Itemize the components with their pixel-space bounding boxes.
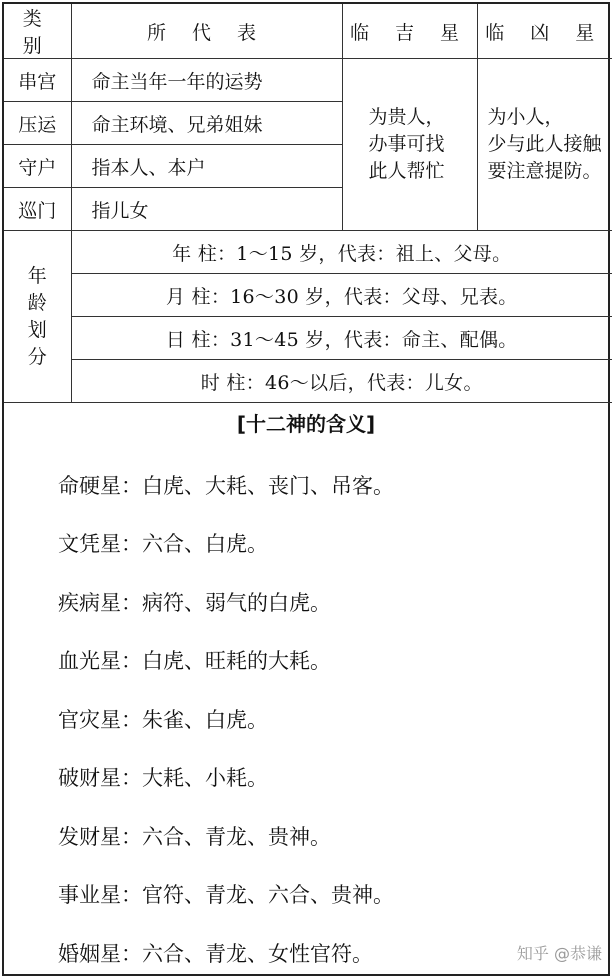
header-category: 类 别 (4, 4, 71, 59)
position-meaning: 指本人、本户 (71, 145, 342, 188)
watermark: 知乎 @恭谦 (516, 944, 602, 963)
header-represents: 所 代 表 (71, 4, 342, 59)
inauspicious-line: 为小人， (487, 106, 564, 128)
age-row-hour: 时 柱：46～以后，代表：儿女。 (71, 360, 612, 403)
star-line: 文凭星：六合、白虎。 (58, 532, 268, 556)
age-row-month: 月 柱：16～30 岁，代表：父母、兄表。 (71, 274, 612, 317)
age-row (4, 231, 612, 274)
section-title: [十二神的含义] (236, 412, 376, 436)
star-line: 血光星：白虎、旺耗的大耗。 (58, 649, 331, 673)
auspicious-line: 为贵人， (368, 106, 445, 128)
age-label-char: 分 (27, 345, 47, 368)
position-meaning: 指儿女 (71, 188, 342, 231)
inauspicious-line: 要注意提防。 (487, 160, 602, 182)
age-label-char: 龄 (27, 291, 47, 314)
age-row (4, 360, 612, 403)
position-meaning: 命主环境、兄弟姐妹 (71, 102, 342, 145)
star-line: 官灾星：朱雀、白虎。 (58, 708, 268, 732)
age-row-day: 日 柱：31～45 岁，代表：命主、配偶。 (71, 317, 612, 360)
age-label-char: 划 (27, 318, 47, 341)
age-row-year: 年 柱：1～15 岁，代表：祖上、父母。 (71, 231, 612, 274)
table-row (4, 59, 612, 102)
document-sheet (2, 2, 610, 976)
auspicious-line: 此人帮忙 (368, 160, 445, 182)
inauspicious-line: 少与此人接触 (487, 133, 602, 155)
star-line: 事业星：官符、青龙、六合、贵神。 (58, 883, 394, 907)
star-line: 发财星：六合、青龙、贵神。 (58, 825, 331, 849)
header-auspicious: 临 吉 星 (342, 4, 477, 59)
star-line: 破财星：大耗、小耗。 (58, 766, 268, 790)
table-header-row (4, 4, 612, 59)
age-division-label (4, 231, 71, 403)
star-line: 疾病星：病符、弱气的白虎。 (58, 591, 331, 615)
position-name: 守户 (4, 145, 71, 188)
position-name: 串宫 (4, 59, 71, 102)
position-name: 巡门 (4, 188, 71, 231)
position-name: 压运 (4, 102, 71, 145)
position-meaning: 命主当年一年的运势 (71, 59, 342, 102)
header-inauspicious: 临 凶 星 (477, 4, 612, 59)
star-line: 命硬星：白虎、大耗、丧门、吊客。 (58, 474, 394, 498)
auspicious-cell (342, 59, 477, 231)
categories-table (4, 4, 612, 403)
inauspicious-cell (477, 59, 612, 231)
age-label-char: 年 (27, 264, 47, 287)
age-row (4, 317, 612, 360)
age-row (4, 274, 612, 317)
auspicious-line: 办事可找 (368, 133, 445, 155)
star-line: 婚姻星：六合、青龙、女性官符。 (58, 942, 373, 966)
